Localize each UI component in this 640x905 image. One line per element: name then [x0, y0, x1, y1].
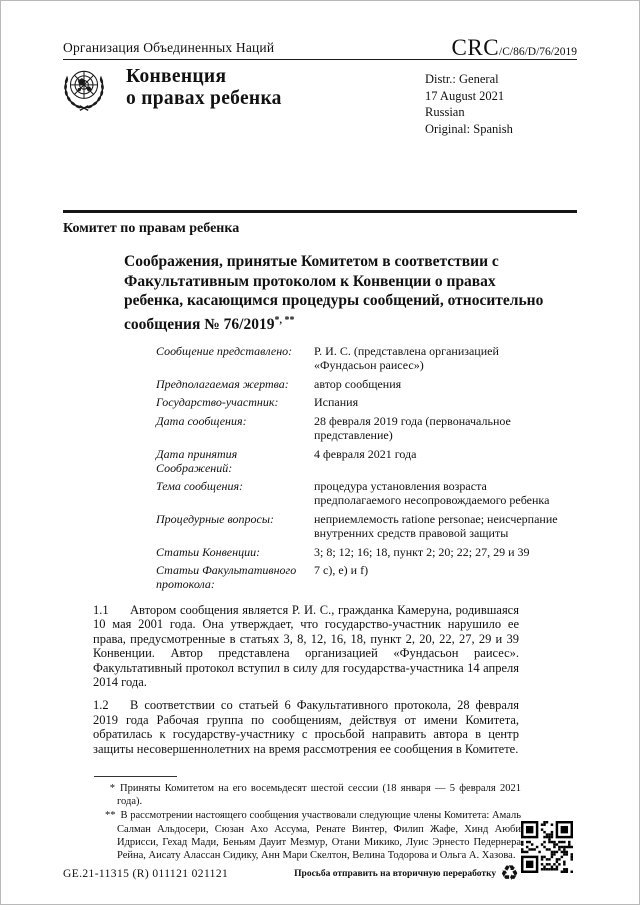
doc-symbol-suffix: /C/86/D/76/2019 — [499, 46, 577, 58]
metadata-row — [156, 415, 564, 443]
footnote-marker: ** — [105, 810, 116, 822]
paragraph-number: 1.2 — [93, 698, 109, 713]
metadata-label: Дата сообщения: — [156, 414, 247, 429]
metadata-row — [156, 378, 564, 392]
section-divider — [63, 210, 577, 213]
masthead-title-line2: о правах ребенка — [126, 87, 282, 109]
recycle-note-text: Просьба отправить на вторичную переработку — [294, 868, 497, 879]
un-emblem-icon — [59, 64, 109, 114]
metadata-label: Статьи Факультативного протокола: — [156, 563, 297, 592]
footnotes — [105, 782, 521, 863]
metadata-label: Тема сообщения: — [156, 479, 244, 494]
doc-symbol — [452, 36, 577, 59]
committee-heading: Комитет по правам ребенка — [63, 221, 240, 236]
metadata-value: неприемлемость ratione personae; неисчерпание внутренних средств правовой защиты — [314, 511, 558, 540]
original-line: Original: Spanish — [425, 121, 513, 136]
recycle-icon: ♻ — [500, 861, 519, 885]
paragraph — [93, 698, 519, 756]
metadata-label: Сообщение представлено: — [156, 344, 293, 358]
masthead-title-line1: Конвенция — [126, 66, 227, 87]
metadata-label: Дата принятия Соображений: — [156, 446, 238, 475]
distr-line: Distr.: General — [425, 72, 499, 86]
paragraph — [93, 603, 519, 689]
header — [63, 31, 577, 60]
masthead-title — [126, 64, 282, 109]
qr-code — [521, 821, 573, 873]
metadata-label: Предполагаемая жертва: — [156, 376, 289, 391]
metadata-row — [156, 564, 564, 592]
title-footnote-refs: *, ** — [274, 314, 295, 326]
metadata-row — [156, 345, 564, 373]
ge-code: GE.21-11315 (R) 011121 021121 — [63, 867, 229, 880]
metadata-label: Статьи Конвенции: — [156, 544, 261, 559]
date-line: 17 August 2021 — [425, 88, 505, 103]
metadata-label: Государство-участник: — [156, 395, 279, 410]
metadata-value: 3; 8; 12; 16; 18, пункт 2; 20; 22; 27, 29 и 39 — [314, 544, 530, 559]
metadata-row — [156, 448, 564, 476]
metadata-row — [156, 480, 564, 508]
metadata-value: Р. И. С. (представлена организацией «Фундасьон раисес») — [314, 344, 499, 372]
metadata-value: 28 февраля 2019 года (первоначальное представление) — [314, 414, 511, 442]
doc-symbol-main: CRC — [451, 35, 500, 60]
paragraph-number: 1.1 — [93, 603, 109, 617]
footnote-text: В рассмотрении настоящего сообщения участвовали следующие члены Комитета: Амаль Салман Альдосери, Сюзан Ахо Ассума, Ренате Винтер, Филип Жафе, Хинд Аюби Идрисси, Гехад Мади, Беньям Дауит Мезмур, Отани Микико, Луис Эрнесто Педернера Рейна, Аисату Алассан Сидику, Анн Мари Скелтон, Велина Тодорова и Ольга А. Хазова. — [117, 810, 521, 862]
metadata-value: 7 c), e) и f) — [314, 563, 369, 578]
document-title — [124, 252, 556, 334]
footnote-marker: * — [109, 783, 115, 794]
metadata-value: автор сообщения — [314, 376, 402, 391]
paragraph-text: В соответствии со статьей 6 Факультативного протокола, 28 февраля 2019 года Рабочая группа по сообщениям, действуя от имени Комитета, обратилась к государству-участнику с просьбой направить автора в центр защиты несовершеннолетних на время рассмотрения ее сообщения в Комитете. — [93, 698, 519, 756]
metadata-row — [156, 513, 564, 541]
distribution-block — [425, 71, 513, 137]
metadata-value: Испания — [314, 395, 359, 410]
paragraph-text: Автором сообщения является Р. И. С., гражданка Камеруна, родившаяся 10 мая 2001 года. Она утверждает, что государство-участник нарушило ее права, предусмотренные в статьях 3, 8, 12, 16, 18, пункт 2, 20, 22, 27, 29 и 39 Конвенции. Автор представлена организацией «Фундасьон раисес». Факультативный протокол вступил в силу для государства-участника 14 апреля 2014 года. — [93, 603, 519, 690]
org-name: Организация Объединенных Наций — [63, 40, 275, 55]
language-line: Russian — [425, 105, 465, 119]
metadata-value: процедура установления возраста предполагаемого несопровождаемого ребенка — [314, 479, 550, 508]
footnote-separator — [94, 776, 177, 777]
footnote — [105, 782, 521, 808]
body-paragraphs — [93, 603, 519, 765]
recycle-note — [294, 863, 519, 884]
footnote — [105, 809, 521, 862]
metadata-table — [156, 345, 564, 597]
footer — [63, 863, 519, 884]
metadata-row — [156, 396, 564, 410]
masthead — [59, 64, 282, 114]
document-title-text: Соображения, принятые Комитетом в соответствии с Факультативным протоколом к Конвенции о правах ребенка, касающимся процедуры сообщений, относительно сообщения № 76/2019 — [124, 253, 544, 333]
metadata-label: Процедурные вопросы: — [156, 511, 274, 526]
footnote-text: Приняты Комитетом на его восемьдесят шестой сессии (18 января — 5 февраля 2021 года). — [117, 783, 521, 808]
metadata-row — [156, 546, 564, 560]
metadata-value: 4 февраля 2021 года — [314, 446, 417, 461]
